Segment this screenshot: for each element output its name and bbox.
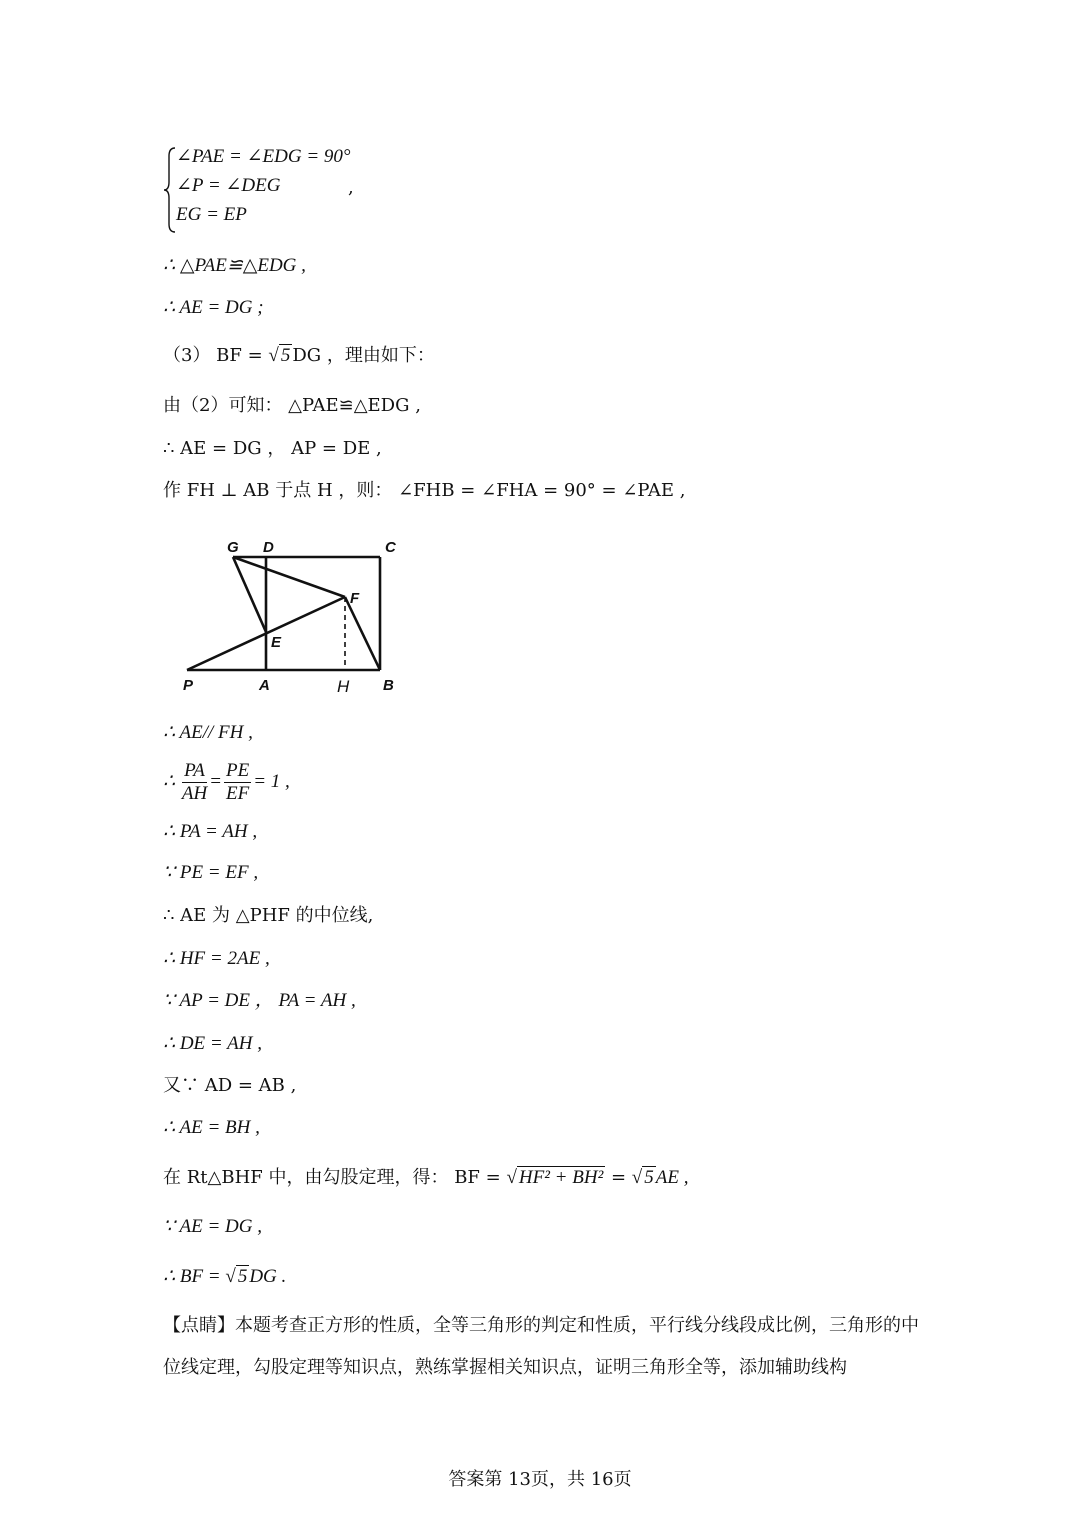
ratio-therefore: ∴ bbox=[163, 771, 176, 792]
geometry-figure bbox=[175, 535, 415, 700]
label-g: G bbox=[227, 539, 239, 556]
line-ratio: ∴ $\frac{PA}{AH}$ = $\frac{PE}{EF}$ = 1 , bbox=[163, 760, 290, 805]
line-ad-ab: 又∵ AD = AB , bbox=[163, 1075, 297, 1096]
line-ae-ap: ∴ AE = DG ， AP = DE , bbox=[163, 438, 382, 459]
line-ae-dg: ∴ AE = DG ; bbox=[163, 297, 264, 318]
system-line-2: ∠P = ∠DEG bbox=[176, 175, 281, 196]
label-e: E bbox=[271, 634, 282, 651]
line-ae-dg-2: ∵ AE = DG , bbox=[163, 1216, 262, 1237]
part3-post: DG ，理由如下： bbox=[292, 345, 435, 366]
line-midline: ∴ AE 为 △PHF 的中位线, bbox=[163, 905, 374, 926]
pythagoras-eq: = bbox=[605, 1167, 632, 1188]
pythagoras-post: AE , bbox=[655, 1167, 689, 1188]
line-part3: （3） BF = √ 5 DG ，理由如下： bbox=[163, 345, 435, 366]
label-a: A bbox=[259, 677, 270, 694]
line-congruent: ∴ △PAE≌△EDG , bbox=[163, 255, 306, 276]
conclusion-radical: 5 bbox=[237, 1266, 248, 1287]
line-ae-bh: ∴ AE = BH , bbox=[163, 1117, 260, 1138]
label-h: H bbox=[337, 677, 350, 696]
label-f: F bbox=[350, 590, 360, 607]
ratio-result: = 1 , bbox=[253, 771, 290, 792]
fraction-pa-ah: $\frac{PA}{AH}$ bbox=[181, 760, 208, 805]
page-footer: 答案第 13页，共 16页 bbox=[448, 1469, 632, 1490]
line-de-ah: ∴ DE = AH , bbox=[163, 1033, 262, 1054]
label-p: P bbox=[183, 677, 194, 694]
part3-radical: 5 bbox=[280, 345, 291, 366]
system-comma: , bbox=[348, 177, 354, 198]
equation-system bbox=[176, 146, 351, 233]
system-line-1: ∠PAE = ∠EDG = 90° bbox=[176, 146, 351, 167]
line-from-2: 由（2）可知： △PAE≌△EDG , bbox=[163, 395, 421, 416]
part3-pre: （3） BF = bbox=[163, 345, 269, 366]
label-d: D bbox=[263, 539, 274, 556]
system-line-3: EG = EP bbox=[176, 204, 247, 225]
line-ap-de: ∵ AP = DE ， PA = AH , bbox=[163, 990, 356, 1011]
system-brace bbox=[163, 146, 177, 234]
line-hf-2ae: ∴ HF = 2AE , bbox=[163, 948, 270, 969]
line-construct-fh: 作 FH ⊥ AB 于点 H ，则： ∠FHB = ∠FHA = 90° = ∠PAE , bbox=[163, 480, 686, 501]
line-pythagoras: 在 Rt△BHF 中，由勾股定理，得： BF = √ HF² + BH² = √ 5 AE , bbox=[163, 1167, 689, 1188]
pythagoras-radical: HF² + BH² bbox=[518, 1167, 604, 1188]
line-conclusion: ∴ BF = √ 5 DG . bbox=[163, 1266, 287, 1287]
line-pa-ah: ∴ PA = AH , bbox=[163, 821, 258, 842]
pythagoras-pre: 在 Rt△BHF 中，由勾股定理，得： BF = bbox=[163, 1167, 507, 1188]
comment-paragraph: 【点睛】本题考查正方形的性质，全等三角形的判定和性质，平行线分线段成比例，三角形的中位线定理，勾股定理等知识点，熟练掌握相关知识点，证明三角形全等，添加辅助线构 bbox=[163, 1315, 919, 1378]
line-pe-ef: ∵ PE = EF , bbox=[163, 862, 259, 883]
fraction-pe-ef: $\frac{PE}{EF}$ bbox=[226, 760, 250, 805]
pythagoras-radical-2: 5 bbox=[644, 1167, 654, 1188]
label-c: C bbox=[385, 539, 396, 556]
label-b: B bbox=[383, 677, 394, 694]
line-parallel: ∴ AE// FH , bbox=[163, 722, 253, 743]
